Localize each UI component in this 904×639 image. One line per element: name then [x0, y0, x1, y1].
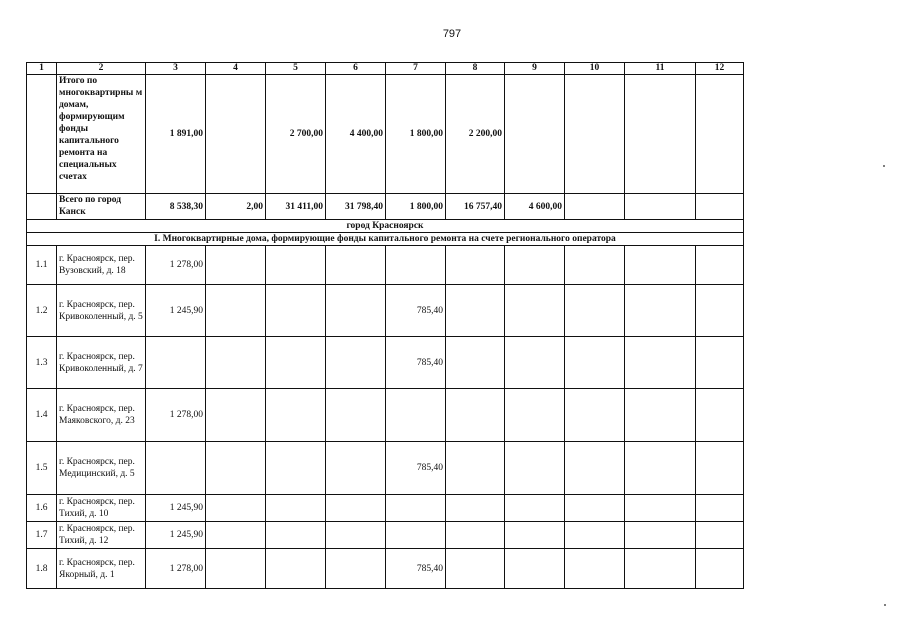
row-address: г. Красноярск, пер. Тихий, д. 10 [57, 495, 146, 522]
table-cell [696, 246, 744, 285]
total-cell: 2 200,00 [446, 75, 505, 194]
table-cell [505, 389, 565, 442]
table-cell [326, 442, 386, 495]
table-cell [206, 285, 266, 337]
table-cell [446, 522, 505, 549]
total-cell: 4 600,00 [505, 194, 565, 220]
column-number: 8 [446, 63, 505, 75]
table-cell [266, 522, 326, 549]
table-cell [206, 495, 266, 522]
row-address: г. Красноярск, пер. Якорный, д. 1 [57, 549, 146, 589]
table-cell [446, 442, 505, 495]
table-cell [446, 495, 505, 522]
table-row [27, 246, 744, 285]
table-cell [446, 246, 505, 285]
row-value: 785,40 [386, 337, 446, 389]
table-cell [206, 522, 266, 549]
row-address: г. Красноярск, пер. Медицинский, д. 5 [57, 442, 146, 495]
table-cell [266, 442, 326, 495]
table-cell [696, 495, 744, 522]
column-number: 12 [696, 63, 744, 75]
total-row-kansk [27, 194, 744, 220]
column-number: 2 [57, 63, 146, 75]
table-cell [326, 549, 386, 589]
table-cell [206, 442, 266, 495]
row-address: г. Красноярск, пер. Вузовский, д. 18 [57, 246, 146, 285]
table-row [27, 495, 744, 522]
table-cell [266, 495, 326, 522]
table-cell [696, 522, 744, 549]
row-index: 1.6 [27, 495, 57, 522]
city-title-row [27, 220, 744, 233]
row-address: г. Красноярск, пер. Кривоколенный, д. 7 [57, 337, 146, 389]
table-cell [446, 337, 505, 389]
section-title-row [27, 233, 744, 246]
table-cell [326, 246, 386, 285]
table-cell [446, 389, 505, 442]
row-address: г. Красноярск, пер. Тихий, д. 12 [57, 522, 146, 549]
table-cell [625, 442, 696, 495]
column-number: 9 [505, 63, 565, 75]
table-cell [565, 442, 625, 495]
table-cell [565, 337, 625, 389]
column-number: 7 [386, 63, 446, 75]
table-cell [505, 442, 565, 495]
row-index: 1.4 [27, 389, 57, 442]
table-cell [625, 246, 696, 285]
column-number: 5 [266, 63, 326, 75]
table-cell [206, 337, 266, 389]
table-cell [326, 495, 386, 522]
total-cell: 31 798,40 [326, 194, 386, 220]
table-cell [446, 549, 505, 589]
table-cell [696, 442, 744, 495]
row-value [386, 522, 446, 549]
table-cell [446, 285, 505, 337]
row-value [386, 389, 446, 442]
column-number-row [27, 63, 744, 75]
row-value: 1 245,90 [146, 285, 206, 337]
capital-repair-table [26, 62, 744, 589]
table-cell [625, 285, 696, 337]
table-cell [565, 495, 625, 522]
table-cell [565, 549, 625, 589]
table-cell [206, 389, 266, 442]
table-cell [505, 495, 565, 522]
row-index: 1.5 [27, 442, 57, 495]
table-cell [696, 75, 744, 194]
table-cell [266, 285, 326, 337]
column-number: 4 [206, 63, 266, 75]
table-cell [326, 337, 386, 389]
table-cell [565, 246, 625, 285]
table-row [27, 285, 744, 337]
total-cell [206, 75, 266, 194]
table-cell [505, 285, 565, 337]
row-index: 1.7 [27, 522, 57, 549]
table-row [27, 442, 744, 495]
table-cell [625, 75, 696, 194]
page-number: 797 [442, 28, 462, 40]
row-index: 1.2 [27, 285, 57, 337]
table-cell [266, 246, 326, 285]
row-address: г. Красноярск, пер. Кривоколенный, д. 5 [57, 285, 146, 337]
table-cell [696, 285, 744, 337]
table-cell [266, 549, 326, 589]
table-cell [27, 75, 57, 194]
table-row [27, 337, 744, 389]
row-value: 1 245,90 [146, 522, 206, 549]
row-value [146, 442, 206, 495]
table-cell [625, 389, 696, 442]
table-cell [326, 285, 386, 337]
row-value: 1 278,00 [146, 246, 206, 285]
table-cell [326, 522, 386, 549]
column-number: 10 [565, 63, 625, 75]
table-row [27, 549, 744, 589]
table-cell [326, 389, 386, 442]
row-value: 1 278,00 [146, 549, 206, 589]
total-cell: 2 700,00 [266, 75, 326, 194]
column-number: 11 [625, 63, 696, 75]
row-value [386, 246, 446, 285]
row-value: 1 245,90 [146, 495, 206, 522]
table-row [27, 522, 744, 549]
total-cell: 2,00 [206, 194, 266, 220]
total-cell: 1 800,00 [386, 194, 446, 220]
total-cell: 1 800,00 [386, 75, 446, 194]
table-cell [206, 549, 266, 589]
section-title: I. Многоквартирные дома, формирующие фонды капитального ремонта на счете регионального оператора [27, 233, 744, 246]
table-cell [696, 194, 744, 220]
table-cell [565, 522, 625, 549]
table-cell [565, 75, 625, 194]
row-value: 785,40 [386, 285, 446, 337]
table-cell [625, 495, 696, 522]
total-cell: 8 538,30 [146, 194, 206, 220]
total-cell: 16 757,40 [446, 194, 505, 220]
table-cell [27, 194, 57, 220]
table-cell [625, 522, 696, 549]
table-cell [696, 337, 744, 389]
row-index: 1.8 [27, 549, 57, 589]
total-cell: 31 411,00 [266, 194, 326, 220]
column-number: 1 [27, 63, 57, 75]
table-cell [696, 389, 744, 442]
row-index: 1.3 [27, 337, 57, 389]
total-cell [505, 75, 565, 194]
table-cell [625, 549, 696, 589]
table-cell [696, 549, 744, 589]
table-cell [565, 389, 625, 442]
table-cell [266, 389, 326, 442]
column-number: 6 [326, 63, 386, 75]
row-address: г. Красноярск, пер. Маяковского, д. 23 [57, 389, 146, 442]
city-title: город Красноярск [27, 220, 744, 233]
row-value: 785,40 [386, 442, 446, 495]
total-row-special-accounts [27, 75, 744, 194]
table-row [27, 389, 744, 442]
total-cell: 4 400,00 [326, 75, 386, 194]
row-value: 785,40 [386, 549, 446, 589]
scan-speck [884, 604, 886, 606]
table-cell [266, 337, 326, 389]
table-cell [505, 337, 565, 389]
row-value [386, 495, 446, 522]
row-index: 1.1 [27, 246, 57, 285]
row-value [146, 337, 206, 389]
table-cell [625, 194, 696, 220]
total-cell: 1 891,00 [146, 75, 206, 194]
table-cell [505, 549, 565, 589]
table-cell [505, 246, 565, 285]
scan-speck [883, 165, 885, 167]
total-label: Всего по город Канск [57, 194, 146, 220]
row-value: 1 278,00 [146, 389, 206, 442]
table-cell [565, 194, 625, 220]
column-number: 3 [146, 63, 206, 75]
table-cell [505, 522, 565, 549]
table-cell [625, 337, 696, 389]
table-cell [565, 285, 625, 337]
table-cell [206, 246, 266, 285]
total-label: Итого по многоквартирны м домам, формирующим фонды капитального ремонта на специальных счетах [57, 75, 146, 194]
